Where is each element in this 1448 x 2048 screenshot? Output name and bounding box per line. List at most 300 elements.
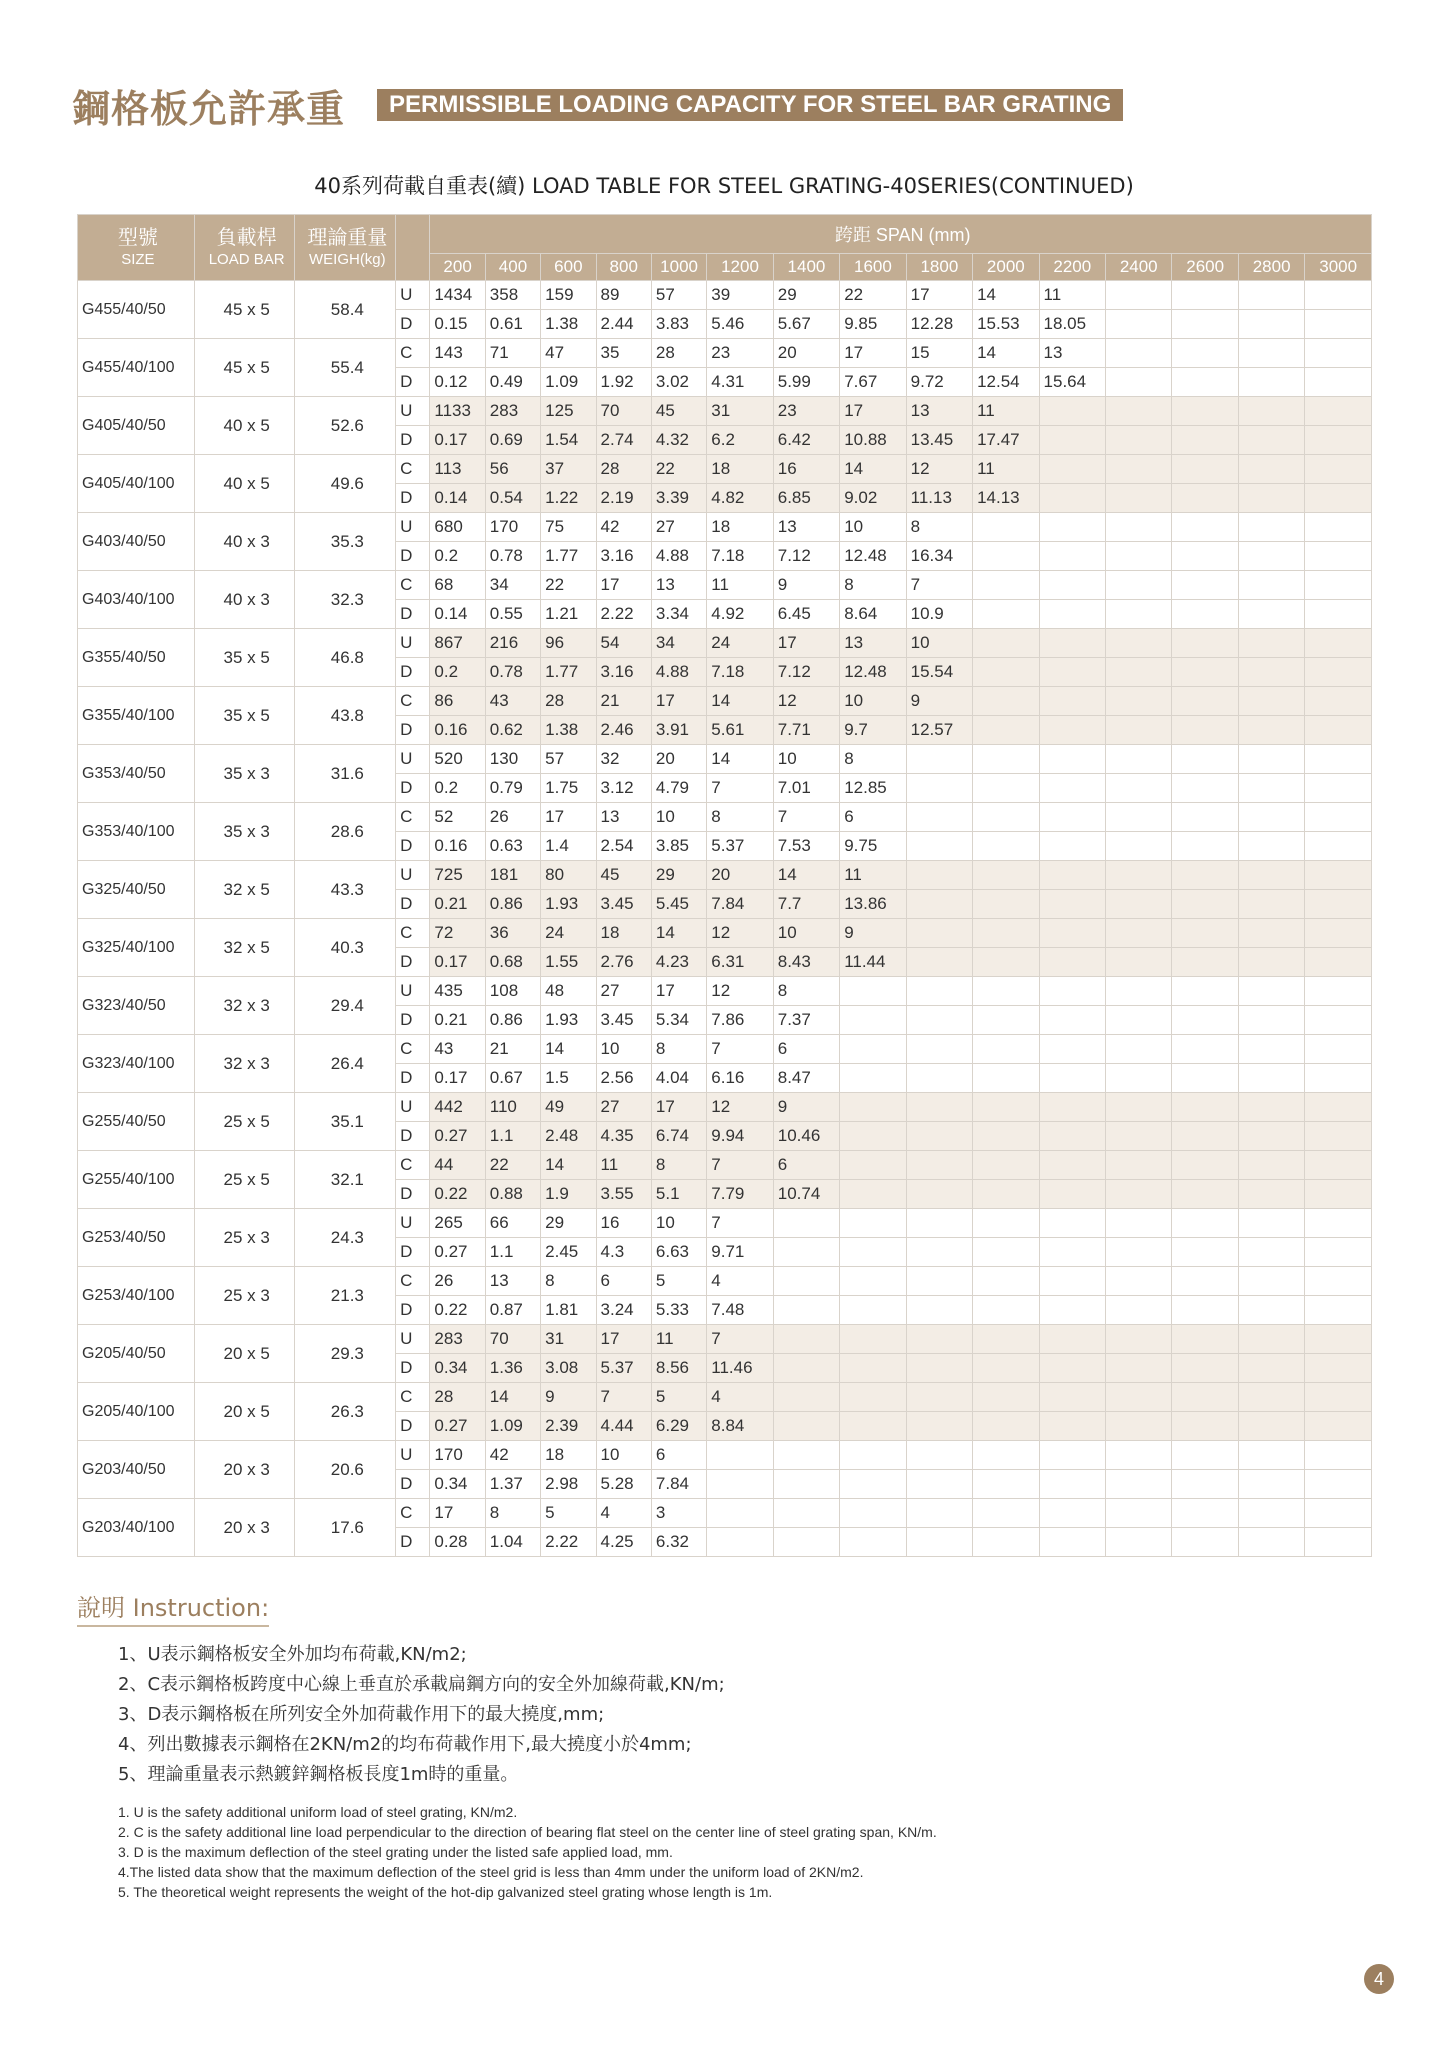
empty-cell bbox=[1039, 919, 1105, 948]
empty-cell bbox=[1106, 890, 1172, 919]
empty-cell bbox=[1039, 1470, 1105, 1499]
value-cell: 7.84 bbox=[707, 890, 773, 919]
empty-cell bbox=[840, 1470, 906, 1499]
value-cell: 0.78 bbox=[485, 542, 540, 571]
value-cell: 0.61 bbox=[485, 310, 540, 339]
empty-cell bbox=[973, 1006, 1039, 1035]
load-type-cell: D bbox=[396, 1528, 430, 1557]
value-cell: 0.62 bbox=[485, 716, 540, 745]
load-type-cell: U bbox=[396, 281, 430, 310]
header-type-spacer bbox=[396, 215, 430, 281]
empty-cell bbox=[1238, 542, 1304, 571]
instruction-item-cn: 5、理論重量表示熱鍍鋅鋼格板長度1m時的重量。 bbox=[118, 1764, 519, 1785]
empty-cell bbox=[1039, 1354, 1105, 1383]
value-cell: 2.76 bbox=[596, 948, 651, 977]
value-cell: 11 bbox=[840, 861, 906, 890]
empty-cell bbox=[1106, 1528, 1172, 1557]
value-cell: 9.71 bbox=[707, 1238, 773, 1267]
load-bar-cell: 25 x 3 bbox=[194, 1267, 295, 1325]
value-cell: 12.57 bbox=[906, 716, 972, 745]
empty-cell bbox=[1106, 1470, 1172, 1499]
value-cell: 0.69 bbox=[485, 426, 540, 455]
empty-cell bbox=[1238, 426, 1304, 455]
empty-cell bbox=[1106, 1325, 1172, 1354]
value-cell: 57 bbox=[541, 745, 596, 774]
empty-cell bbox=[906, 1383, 972, 1412]
size-cell: G455/40/50 bbox=[78, 281, 195, 339]
value-cell: 0.2 bbox=[430, 774, 485, 803]
empty-cell bbox=[1106, 455, 1172, 484]
instruction-item-en: 2. C is the safety additional line load perpendicular to the direction of bearing flat steel on the center line of steel grating span, KN/m. bbox=[118, 1824, 937, 1840]
size-cell: G353/40/100 bbox=[78, 803, 195, 861]
empty-cell bbox=[1305, 1093, 1372, 1122]
value-cell: 4.88 bbox=[651, 658, 706, 687]
value-cell: 0.54 bbox=[485, 484, 540, 513]
value-cell: 12 bbox=[773, 687, 839, 716]
empty-cell bbox=[906, 1006, 972, 1035]
empty-cell bbox=[840, 1296, 906, 1325]
value-cell: 12.28 bbox=[906, 310, 972, 339]
value-cell: 5.34 bbox=[651, 1006, 706, 1035]
load-type-cell: D bbox=[396, 948, 430, 977]
empty-cell bbox=[1106, 426, 1172, 455]
value-cell: 42 bbox=[596, 513, 651, 542]
empty-cell bbox=[1238, 1470, 1304, 1499]
value-cell: 6.74 bbox=[651, 1122, 706, 1151]
empty-cell bbox=[1238, 1035, 1304, 1064]
value-cell: 3.02 bbox=[651, 368, 706, 397]
empty-cell bbox=[1238, 890, 1304, 919]
span-header-cell: 200 bbox=[430, 254, 485, 281]
value-cell: 6.31 bbox=[707, 948, 773, 977]
value-cell: 0.22 bbox=[430, 1296, 485, 1325]
empty-cell bbox=[973, 832, 1039, 861]
load-type-cell: D bbox=[396, 426, 430, 455]
empty-cell bbox=[707, 1441, 773, 1470]
span-header-cell: 1600 bbox=[840, 254, 906, 281]
empty-cell bbox=[1039, 484, 1105, 513]
empty-cell bbox=[1172, 281, 1238, 310]
value-cell: 8.84 bbox=[707, 1412, 773, 1441]
value-cell: 9 bbox=[773, 1093, 839, 1122]
empty-cell bbox=[1106, 1354, 1172, 1383]
empty-cell bbox=[1172, 1325, 1238, 1354]
value-cell: 14 bbox=[973, 281, 1039, 310]
value-cell: 13 bbox=[1039, 339, 1105, 368]
value-cell: 0.12 bbox=[430, 368, 485, 397]
value-cell: 1.09 bbox=[485, 1412, 540, 1441]
empty-cell bbox=[1238, 658, 1304, 687]
value-cell: 1434 bbox=[430, 281, 485, 310]
size-cell: G405/40/50 bbox=[78, 397, 195, 455]
weight-cell: 21.3 bbox=[295, 1267, 396, 1325]
load-bar-cell: 45 x 5 bbox=[194, 281, 295, 339]
load-type-cell: D bbox=[396, 1064, 430, 1093]
empty-cell bbox=[1172, 600, 1238, 629]
value-cell: 11 bbox=[973, 397, 1039, 426]
size-cell: G203/40/50 bbox=[78, 1441, 195, 1499]
value-cell: 4.3 bbox=[596, 1238, 651, 1267]
value-cell: 15.54 bbox=[906, 658, 972, 687]
empty-cell bbox=[1106, 1035, 1172, 1064]
value-cell: 5.28 bbox=[596, 1470, 651, 1499]
empty-cell bbox=[1305, 803, 1372, 832]
value-cell: 4.25 bbox=[596, 1528, 651, 1557]
value-cell: 26 bbox=[430, 1267, 485, 1296]
empty-cell bbox=[1172, 368, 1238, 397]
table-row bbox=[78, 1267, 1372, 1296]
load-bar-cell: 25 x 5 bbox=[194, 1151, 295, 1209]
weight-cell: 29.3 bbox=[295, 1325, 396, 1383]
value-cell: 12.48 bbox=[840, 658, 906, 687]
weight-cell: 49.6 bbox=[295, 455, 396, 513]
value-cell: 0.78 bbox=[485, 658, 540, 687]
size-cell: G205/40/50 bbox=[78, 1325, 195, 1383]
empty-cell bbox=[1238, 571, 1304, 600]
value-cell: 7 bbox=[707, 774, 773, 803]
load-type-cell: D bbox=[396, 1006, 430, 1035]
value-cell: 11 bbox=[651, 1325, 706, 1354]
size-cell: G205/40/100 bbox=[78, 1383, 195, 1441]
value-cell: 7 bbox=[906, 571, 972, 600]
span-header-cell: 2000 bbox=[973, 254, 1039, 281]
empty-cell bbox=[906, 1209, 972, 1238]
value-cell: 16 bbox=[596, 1209, 651, 1238]
empty-cell bbox=[1106, 716, 1172, 745]
instruction-item-en: 3. D is the maximum deflection of the steel grating under the listed safe applied load, mm. bbox=[118, 1844, 673, 1860]
empty-cell bbox=[773, 1325, 839, 1354]
value-cell: 2.44 bbox=[596, 310, 651, 339]
empty-cell bbox=[973, 1383, 1039, 1412]
value-cell: 35 bbox=[596, 339, 651, 368]
value-cell: 17 bbox=[840, 339, 906, 368]
empty-cell bbox=[840, 1383, 906, 1412]
load-type-cell: D bbox=[396, 832, 430, 861]
empty-cell bbox=[1039, 832, 1105, 861]
empty-cell bbox=[1238, 1122, 1304, 1151]
value-cell: 26 bbox=[485, 803, 540, 832]
empty-cell bbox=[1172, 1354, 1238, 1383]
empty-cell bbox=[1305, 310, 1372, 339]
value-cell: 13.45 bbox=[906, 426, 972, 455]
value-cell: 3.16 bbox=[596, 658, 651, 687]
empty-cell bbox=[1039, 1499, 1105, 1528]
empty-cell bbox=[1238, 977, 1304, 1006]
empty-cell bbox=[973, 977, 1039, 1006]
value-cell: 13 bbox=[485, 1267, 540, 1296]
empty-cell bbox=[840, 1499, 906, 1528]
value-cell: 36 bbox=[485, 919, 540, 948]
size-cell: G353/40/50 bbox=[78, 745, 195, 803]
empty-cell bbox=[973, 890, 1039, 919]
empty-cell bbox=[840, 1238, 906, 1267]
value-cell: 0.15 bbox=[430, 310, 485, 339]
value-cell: 2.22 bbox=[596, 600, 651, 629]
empty-cell bbox=[1172, 745, 1238, 774]
weight-cell: 26.3 bbox=[295, 1383, 396, 1441]
empty-cell bbox=[973, 1267, 1039, 1296]
empty-cell bbox=[973, 1470, 1039, 1499]
size-cell: G323/40/100 bbox=[78, 1035, 195, 1093]
value-cell: 0.67 bbox=[485, 1064, 540, 1093]
table-row bbox=[78, 571, 1372, 600]
empty-cell bbox=[1039, 571, 1105, 600]
empty-cell bbox=[973, 1354, 1039, 1383]
table-row bbox=[78, 281, 1372, 310]
value-cell: 125 bbox=[541, 397, 596, 426]
empty-cell bbox=[1305, 1064, 1372, 1093]
value-cell: 0.79 bbox=[485, 774, 540, 803]
value-cell: 4.04 bbox=[651, 1064, 706, 1093]
value-cell: 18 bbox=[707, 513, 773, 542]
load-bar-cell: 25 x 5 bbox=[194, 1093, 295, 1151]
empty-cell bbox=[1172, 1470, 1238, 1499]
value-cell: 2.22 bbox=[541, 1528, 596, 1557]
empty-cell bbox=[1172, 832, 1238, 861]
table-row bbox=[78, 977, 1372, 1006]
empty-cell bbox=[1238, 861, 1304, 890]
empty-cell bbox=[973, 1325, 1039, 1354]
value-cell: 10 bbox=[840, 687, 906, 716]
value-cell: 6 bbox=[596, 1267, 651, 1296]
empty-cell bbox=[840, 1180, 906, 1209]
value-cell: 9.75 bbox=[840, 832, 906, 861]
value-cell: 1.37 bbox=[485, 1470, 540, 1499]
load-type-cell: U bbox=[396, 861, 430, 890]
value-cell: 72 bbox=[430, 919, 485, 948]
value-cell: 43 bbox=[430, 1035, 485, 1064]
value-cell: 17 bbox=[773, 629, 839, 658]
size-cell: G323/40/50 bbox=[78, 977, 195, 1035]
weight-cell: 46.8 bbox=[295, 629, 396, 687]
value-cell: 21 bbox=[596, 687, 651, 716]
value-cell: 28 bbox=[651, 339, 706, 368]
empty-cell bbox=[1039, 1441, 1105, 1470]
value-cell: 12 bbox=[707, 977, 773, 1006]
empty-cell bbox=[1238, 1325, 1304, 1354]
size-cell: G255/40/100 bbox=[78, 1151, 195, 1209]
empty-cell bbox=[1039, 948, 1105, 977]
empty-cell bbox=[973, 774, 1039, 803]
empty-cell bbox=[906, 1238, 972, 1267]
empty-cell bbox=[1238, 1296, 1304, 1325]
empty-cell bbox=[840, 1151, 906, 1180]
value-cell: 5.61 bbox=[707, 716, 773, 745]
value-cell: 8 bbox=[707, 803, 773, 832]
value-cell: 57 bbox=[651, 281, 706, 310]
value-cell: 0.14 bbox=[430, 484, 485, 513]
weight-cell: 43.8 bbox=[295, 687, 396, 745]
empty-cell bbox=[1039, 1035, 1105, 1064]
value-cell: 9.85 bbox=[840, 310, 906, 339]
header-size-cn: 型號 bbox=[117, 226, 158, 249]
empty-cell bbox=[973, 861, 1039, 890]
empty-cell bbox=[1172, 919, 1238, 948]
empty-cell bbox=[1305, 774, 1372, 803]
weight-cell: 20.6 bbox=[295, 1441, 396, 1499]
empty-cell bbox=[973, 600, 1039, 629]
empty-cell bbox=[906, 1441, 972, 1470]
load-type-cell: C bbox=[396, 1151, 430, 1180]
value-cell: 283 bbox=[485, 397, 540, 426]
empty-cell bbox=[773, 1296, 839, 1325]
value-cell: 3.83 bbox=[651, 310, 706, 339]
value-cell: 8 bbox=[906, 513, 972, 542]
value-cell: 28 bbox=[596, 455, 651, 484]
value-cell: 1.1 bbox=[485, 1238, 540, 1267]
value-cell: 10 bbox=[651, 803, 706, 832]
table-row bbox=[78, 513, 1372, 542]
empty-cell bbox=[773, 1209, 839, 1238]
value-cell: 7.01 bbox=[773, 774, 839, 803]
value-cell: 3.34 bbox=[651, 600, 706, 629]
value-cell: 10.88 bbox=[840, 426, 906, 455]
empty-cell bbox=[1106, 542, 1172, 571]
empty-cell bbox=[1305, 861, 1372, 890]
value-cell: 14 bbox=[707, 745, 773, 774]
empty-cell bbox=[1039, 513, 1105, 542]
value-cell: 1.55 bbox=[541, 948, 596, 977]
empty-cell bbox=[1238, 600, 1304, 629]
empty-cell bbox=[973, 1296, 1039, 1325]
value-cell: 16 bbox=[773, 455, 839, 484]
value-cell: 17 bbox=[651, 977, 706, 1006]
empty-cell bbox=[1238, 1499, 1304, 1528]
value-cell: 9 bbox=[773, 571, 839, 600]
value-cell: 3.16 bbox=[596, 542, 651, 571]
empty-cell bbox=[1305, 281, 1372, 310]
header-size-en: SIZE bbox=[121, 250, 155, 268]
value-cell: 7 bbox=[596, 1383, 651, 1412]
value-cell: 0.21 bbox=[430, 890, 485, 919]
value-cell: 23 bbox=[707, 339, 773, 368]
span-header-cell: 2400 bbox=[1106, 254, 1172, 281]
value-cell: 1.38 bbox=[541, 716, 596, 745]
size-cell: G325/40/100 bbox=[78, 919, 195, 977]
empty-cell bbox=[906, 1528, 972, 1557]
empty-cell bbox=[1305, 629, 1372, 658]
empty-cell bbox=[973, 716, 1039, 745]
empty-cell bbox=[1305, 600, 1372, 629]
value-cell: 159 bbox=[541, 281, 596, 310]
weight-cell: 32.1 bbox=[295, 1151, 396, 1209]
empty-cell bbox=[1039, 1238, 1105, 1267]
table-row bbox=[78, 1383, 1372, 1412]
value-cell: 1.21 bbox=[541, 600, 596, 629]
empty-cell bbox=[1106, 571, 1172, 600]
value-cell: 28 bbox=[541, 687, 596, 716]
table-row bbox=[78, 1035, 1372, 1064]
empty-cell bbox=[1106, 803, 1172, 832]
value-cell: 130 bbox=[485, 745, 540, 774]
load-type-cell: D bbox=[396, 368, 430, 397]
empty-cell bbox=[840, 1528, 906, 1557]
empty-cell bbox=[906, 919, 972, 948]
empty-cell bbox=[973, 948, 1039, 977]
value-cell: 52 bbox=[430, 803, 485, 832]
size-cell: G455/40/100 bbox=[78, 339, 195, 397]
empty-cell bbox=[840, 1209, 906, 1238]
table-row bbox=[78, 1093, 1372, 1122]
empty-cell bbox=[1238, 1151, 1304, 1180]
empty-cell bbox=[1039, 774, 1105, 803]
empty-cell bbox=[840, 977, 906, 1006]
value-cell: 7 bbox=[707, 1035, 773, 1064]
value-cell: 47 bbox=[541, 339, 596, 368]
empty-cell bbox=[1305, 397, 1372, 426]
empty-cell bbox=[1039, 687, 1105, 716]
title-english: PERMISSIBLE LOADING CAPACITY FOR STEEL BAR GRATING bbox=[377, 89, 1123, 121]
empty-cell bbox=[1238, 803, 1304, 832]
table-body bbox=[78, 281, 1372, 1557]
value-cell: 11 bbox=[1039, 281, 1105, 310]
instruction-item-en: 5. The theoretical weight represents the weight of the hot-dip galvanized steel grating whose length is 1m. bbox=[118, 1884, 773, 1900]
value-cell: 1.77 bbox=[541, 658, 596, 687]
value-cell: 1.77 bbox=[541, 542, 596, 571]
empty-cell bbox=[1172, 426, 1238, 455]
value-cell: 8 bbox=[651, 1035, 706, 1064]
value-cell: 0.27 bbox=[430, 1122, 485, 1151]
load-bar-cell: 40 x 5 bbox=[194, 397, 295, 455]
value-cell: 7 bbox=[707, 1151, 773, 1180]
empty-cell bbox=[1106, 1499, 1172, 1528]
value-cell: 442 bbox=[430, 1093, 485, 1122]
value-cell: 0.86 bbox=[485, 1006, 540, 1035]
value-cell: 12.54 bbox=[973, 368, 1039, 397]
empty-cell bbox=[1238, 484, 1304, 513]
empty-cell bbox=[1305, 1499, 1372, 1528]
empty-cell bbox=[1305, 571, 1372, 600]
empty-cell bbox=[1238, 513, 1304, 542]
empty-cell bbox=[1106, 687, 1172, 716]
load-type-cell: D bbox=[396, 1354, 430, 1383]
value-cell: 80 bbox=[541, 861, 596, 890]
value-cell: 0.27 bbox=[430, 1412, 485, 1441]
load-type-cell: C bbox=[396, 571, 430, 600]
value-cell: 21 bbox=[485, 1035, 540, 1064]
value-cell: 11 bbox=[707, 571, 773, 600]
empty-cell bbox=[1238, 774, 1304, 803]
value-cell: 34 bbox=[485, 571, 540, 600]
empty-cell bbox=[1238, 1093, 1304, 1122]
empty-cell bbox=[1305, 1122, 1372, 1151]
value-cell: 27 bbox=[596, 1093, 651, 1122]
value-cell: 70 bbox=[485, 1325, 540, 1354]
empty-cell bbox=[1172, 1441, 1238, 1470]
load-bar-cell: 35 x 3 bbox=[194, 745, 295, 803]
empty-cell bbox=[840, 1441, 906, 1470]
empty-cell bbox=[1039, 600, 1105, 629]
instruction-item-en: 4.The listed data show that the maximum deflection of the steel grid is less than 4mm under the uniform load of 2KN/m2. bbox=[118, 1864, 864, 1880]
empty-cell bbox=[1238, 368, 1304, 397]
load-type-cell: D bbox=[396, 1470, 430, 1499]
value-cell: 2.45 bbox=[541, 1238, 596, 1267]
load-bar-cell: 32 x 3 bbox=[194, 977, 295, 1035]
load-bar-cell: 35 x 3 bbox=[194, 803, 295, 861]
empty-cell bbox=[1172, 890, 1238, 919]
value-cell: 11 bbox=[973, 455, 1039, 484]
instruction-item-en: 1. U is the safety additional uniform load of steel grating, KN/m2. bbox=[118, 1804, 518, 1820]
empty-cell bbox=[1305, 919, 1372, 948]
value-cell: 3 bbox=[651, 1499, 706, 1528]
load-type-cell: D bbox=[396, 1296, 430, 1325]
value-cell: 17 bbox=[596, 571, 651, 600]
empty-cell bbox=[1106, 977, 1172, 1006]
value-cell: 10 bbox=[596, 1441, 651, 1470]
empty-cell bbox=[1039, 745, 1105, 774]
size-cell: G325/40/50 bbox=[78, 861, 195, 919]
table-row bbox=[78, 1209, 1372, 1238]
